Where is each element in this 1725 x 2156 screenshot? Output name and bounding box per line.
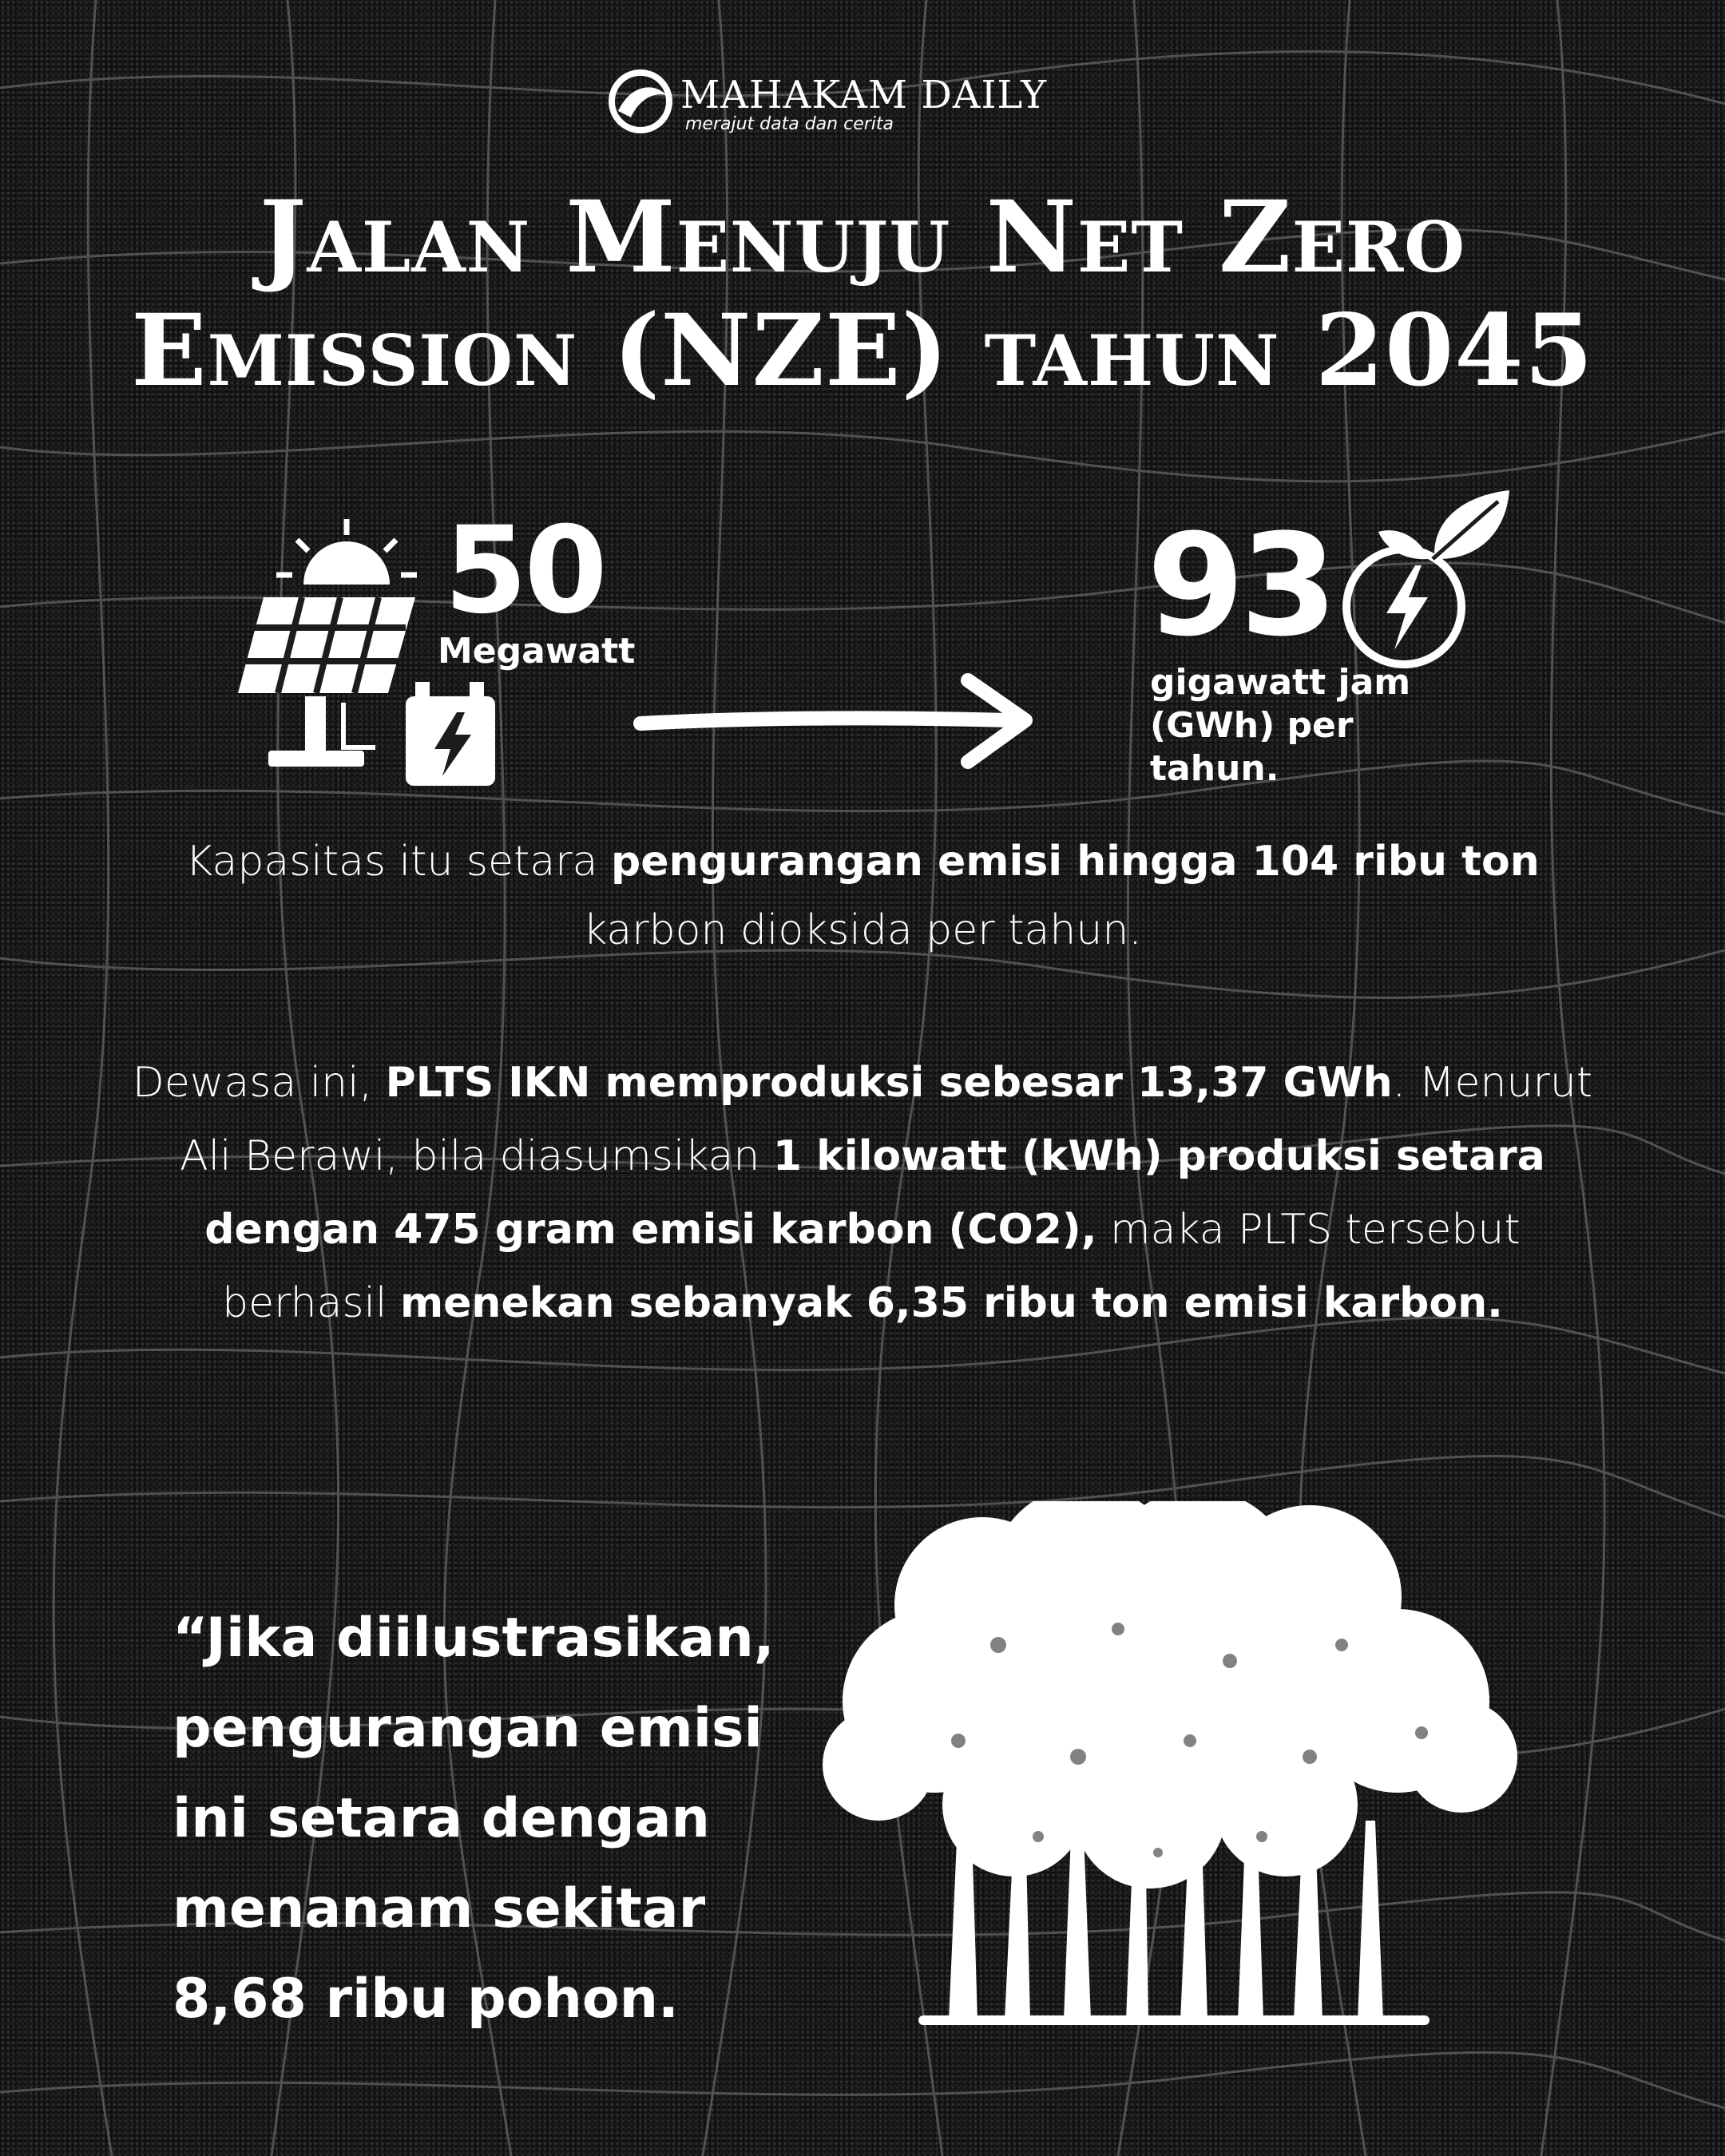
- page-title-line-1: Jalan Menuju Net Zero: [259, 180, 1466, 295]
- capacity-text-bold-1: pengurangan emisi hingga 104 ribu ton: [611, 838, 1540, 886]
- production-text-part-3: maka PLTS tersebut berhasil: [222, 1206, 1521, 1327]
- production-text-bold-2: 1 kilowatt (kWh) produksi setara dengan 475 gram emisi karbon (CO2),: [204, 1132, 1545, 1254]
- production-text-part-2: . Menurut Ali Berawi, bila diasumsikan: [180, 1059, 1593, 1180]
- battery-icon: [399, 679, 503, 791]
- sun-icon: [276, 519, 417, 585]
- logo-tagline: merajut data dan cerita: [685, 114, 894, 134]
- production-paragraph: [128, 1046, 1597, 1340]
- arrow-right-icon: [632, 669, 1040, 773]
- stat-capacity-unit: Megawatt: [438, 631, 636, 672]
- capacity-paragraph: [128, 827, 1597, 965]
- production-text-part-1: Dewasa ini,: [132, 1059, 386, 1107]
- logo-mark-icon: [607, 68, 674, 135]
- page-title-line-2: Emission (NZE) tahun 2045: [131, 293, 1594, 409]
- quote-text: “Jika diilustrasikan, pengurangan emisi ini setara dengan menanam sekitar 8,68 ribu pohon.: [172, 1607, 775, 2031]
- production-text-bold-1: PLTS IKN memproduksi sebesar 13,37 GWh: [385, 1059, 1393, 1107]
- stat-capacity-value: 50: [444, 501, 605, 640]
- production-text-bold-3: menekan sebanyak 6,35 ribu ton emisi karbon.: [399, 1279, 1503, 1327]
- trees-illustration: [815, 1501, 1533, 2044]
- capacity-text-part-1: Kapasitas itu setara: [185, 838, 612, 886]
- capacity-text-part-2: karbon dioksida per tahun.: [583, 906, 1142, 954]
- stat-energy-unit: gigawatt jam (GWh) per tahun.: [1150, 662, 1411, 789]
- leaf-power-icon: [1338, 485, 1514, 669]
- brand-logo: [607, 68, 1118, 140]
- logo-name: MAHAKAM DAILY: [680, 73, 1047, 117]
- stat-energy-value: 93: [1147, 504, 1333, 668]
